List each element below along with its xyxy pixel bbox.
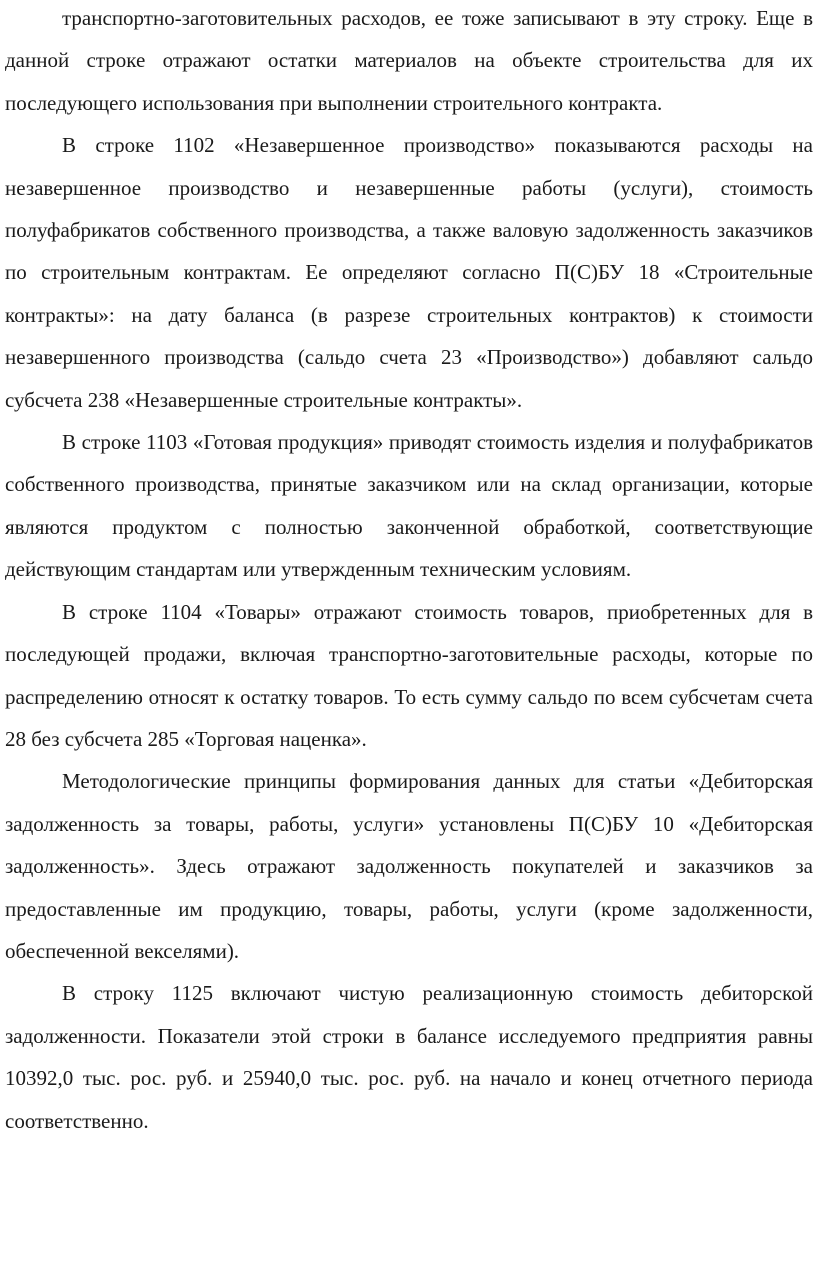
- paragraph-line-1103: В строке 1103 «Готовая продукция» приводят стоимость изделия и полуфабрикатов собственного производства, принятые заказчиком или на склад организации, которые являются продуктом с полностью законченной обработкой, соответствующие действующим стандартам или утвержденным техническим условиям.: [5, 430, 813, 582]
- paragraph-line-1125: В строку 1125 включают чистую реализационную стоимость дебиторской задолженности. Показатели этой строки в балансе исследуемого предприятия равны 10392,0 тыс. рос. руб. и 25940,0 тыс. рос. руб. на начало и конец отчетного периода соответственно.: [5, 981, 813, 1133]
- paragraph-text: транспортно-заготовительных расходов, ее тоже записывают в эту строку. Еще в данной строке отражают остатки материалов на объекте строительства для их последующего использования при выполнении строительного контракта.: [5, 6, 813, 115]
- paragraph-line-1102: В строке 1102 «Незавершенное производство» показываются расходы на незавершенное производство и незавершенные работы (услуги), стоимость полуфабрикатов собственного производства, а также валовую задолженность заказчиков по строительным контрактам. Ее определяют согласно П(С)БУ 18 «Строительные контракты»: на дату баланса (в разрезе строительных контрактов) к стоимости незавершенного производства (сальдо счета 23 «Производство») добавляют сальдо субсчета 238 «Незавершенные строительные контракты».: [5, 133, 813, 412]
- paragraph-line-1104: В строке 1104 «Товары» отражают стоимость товаров, приобретенных для в последующей продажи, включая транспортно-заготовительные расходы, которые по распределению относят к остатку товаров. То есть сумму сальдо по всем субсчетам счета 28 без субсчета 285 «Торговая наценка».: [5, 599, 813, 751]
- paragraph-continuation: [5, 0, 813, 124]
- paragraph-receivables-principles: Методологические принципы формирования данных для статьи «Дебиторская задолженность за товары, работы, услуги» установлены П(С)БУ 10 «Дебиторская задолженность». Здесь отражают задолженность покупателей и заказчиков за предоставленные им продукцию, товары, работы, услуги (кроме задолженности, обеспеченной векселями).: [5, 769, 813, 963]
